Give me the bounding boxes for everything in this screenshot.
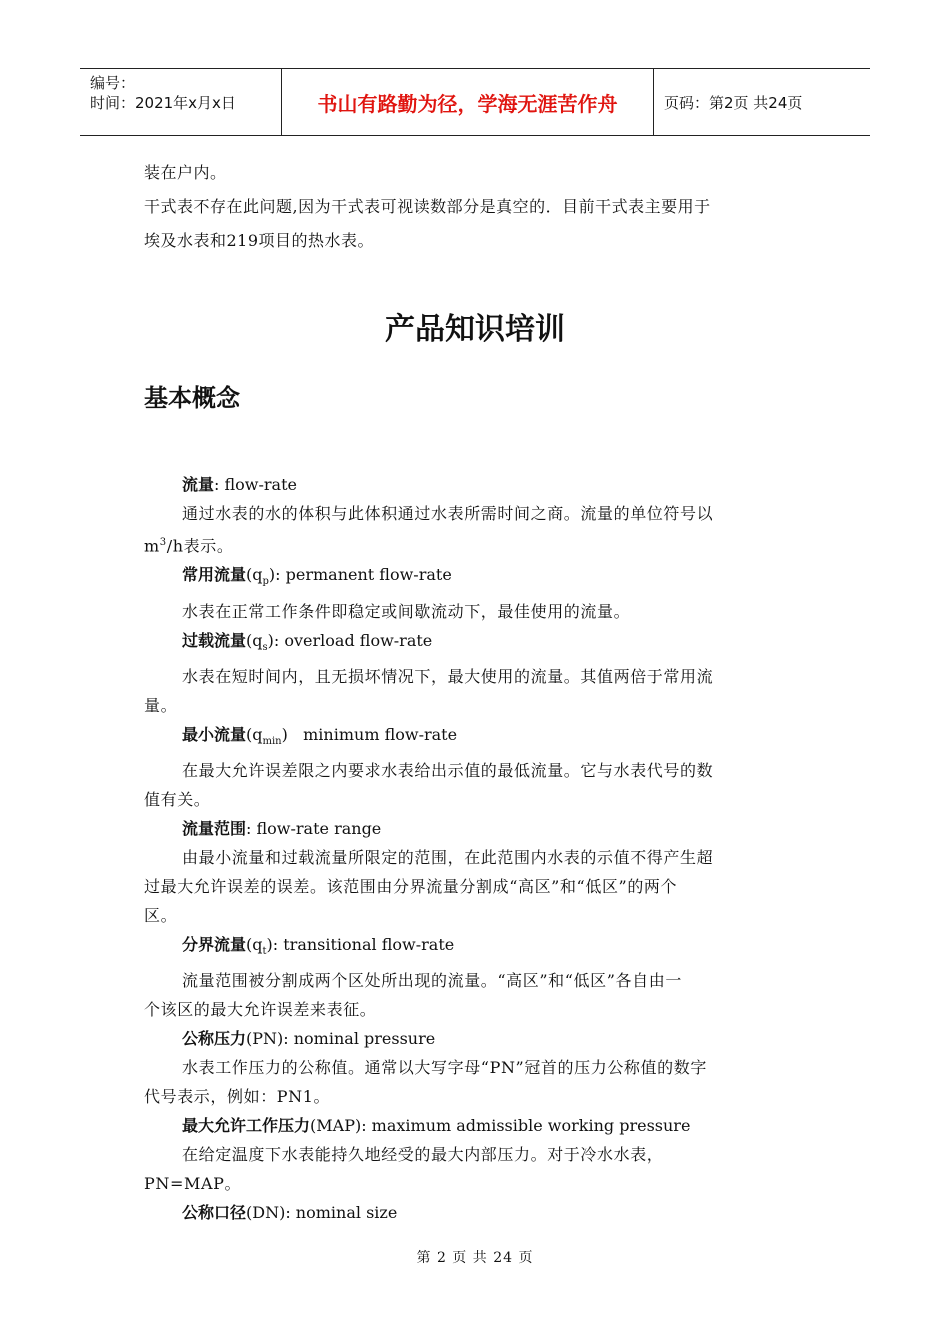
term-symbol: (q <box>246 724 263 744</box>
term-overload-flow-rate <box>144 626 806 662</box>
term-definition: 代号表示，例如：PN1。 <box>144 1087 331 1107</box>
term-max-working-pressure <box>144 1111 806 1140</box>
term-english: ): overload flow-rate <box>267 630 433 650</box>
term-subscript: s <box>262 641 268 653</box>
unit-text: m <box>144 536 160 556</box>
page-header <box>80 68 870 136</box>
term-definition: PN=MAP。 <box>144 1174 242 1194</box>
term-definition: 区。 <box>144 905 178 925</box>
header-page-info: 页码：第2页 共24页 <box>664 93 803 112</box>
intro-line: 干式表不存在此问题,因为干式表可视读数部分是真空的．目前干式表主要用于 <box>144 197 711 216</box>
section-heading: 基本概念 <box>144 384 240 412</box>
term-definition: 水表工作压力的公称值。通常以大写字母“PN”冠首的压力公称值的数字 <box>182 1058 707 1078</box>
term-symbol: (q <box>246 934 263 954</box>
term-flow-rate-range <box>144 814 806 843</box>
term-nominal-size <box>144 1198 806 1227</box>
unit-superscript: 3 <box>159 537 167 548</box>
term-name: 流量范围 <box>182 818 247 838</box>
term-symbol: (q <box>246 565 263 585</box>
term-name: 过载流量 <box>182 630 247 650</box>
term-subscript: min <box>262 735 282 747</box>
header-meta <box>80 69 282 135</box>
unit-text: /h表示。 <box>166 536 234 556</box>
term-name: 公称口径 <box>182 1203 247 1223</box>
term-definition: 水表在正常工作条件即稳定或间歇流动下，最佳使用的流量。 <box>182 601 631 621</box>
term-name: 分界流量 <box>182 934 247 954</box>
intro-line: 装在户内。 <box>144 163 227 182</box>
term-definition: 水表在短时间内，且无损坏情况下，最大使用的流量。其值两倍于常用流 <box>182 666 714 686</box>
term-english: ) minimum flow-rate <box>281 724 458 744</box>
term-english: (PN): nominal pressure <box>246 1029 436 1049</box>
term-minimum-flow-rate <box>144 720 806 756</box>
document-body <box>144 156 806 1227</box>
term-definition <box>144 528 806 560</box>
document-title: 产品知识培训 <box>385 312 565 347</box>
term-flow-rate <box>144 470 806 499</box>
term-definition: 过最大允许误差的误差。该范围由分界流量分割成“高区”和“低区”的两个 <box>144 876 678 896</box>
term-english: : flow-rate <box>214 475 297 494</box>
term-subscript: t <box>262 946 267 958</box>
term-list <box>144 470 806 1227</box>
term-english: ): permanent flow-rate <box>268 565 452 585</box>
term-transitional-flow-rate <box>144 930 806 966</box>
term-definition: 个该区的最大允许误差来表征。 <box>144 1000 377 1020</box>
term-definition: 在给定温度下水表能持久地经受的最大内部压力。对于冷水水表， <box>182 1145 664 1165</box>
term-english: ): transitional flow-rate <box>266 934 455 954</box>
term-subscript: p <box>262 576 269 588</box>
header-time: 时间：2021年x月x日 <box>90 94 236 112</box>
term-permanent-flow-rate <box>144 560 806 596</box>
term-definition: 流量范围被分割成两个区处所出现的流量。“高区”和“低区”各自由一 <box>182 971 682 991</box>
page-footer: 第 2 页 共 24 页 <box>416 1250 534 1266</box>
term-symbol: (q <box>246 630 263 650</box>
term-english: (MAP): maximum admissible working pressure <box>310 1116 691 1136</box>
header-motto: 书山有路勤为径，学海无涯苦作舟 <box>282 69 654 135</box>
term-definition: 值有关。 <box>144 789 211 809</box>
term-nominal-pressure <box>144 1024 806 1053</box>
term-definition: 通过水表的水的体积与此体积通过水表所需时间之商。流量的单位符号以 <box>182 504 714 523</box>
intro-line: 埃及水表和219项目的热水表。 <box>144 231 375 250</box>
term-definition: 量。 <box>144 695 178 715</box>
term-name: 最小流量 <box>182 724 247 744</box>
term-english: (DN): nominal size <box>246 1203 398 1223</box>
term-name: 流量 <box>182 475 215 494</box>
header-number: 编号： <box>90 74 136 92</box>
term-definition: 在最大允许误差限之内要求水表给出示值的最低流量。它与水表代号的数 <box>182 760 714 780</box>
term-name: 公称压力 <box>182 1029 247 1049</box>
term-name: 最大允许工作压力 <box>182 1116 311 1136</box>
term-name: 常用流量 <box>182 565 247 585</box>
term-english: : flow-rate range <box>246 818 382 838</box>
term-definition: 由最小流量和过载流量所限定的范围，在此范围内水表的示值不得产生超 <box>182 847 714 867</box>
